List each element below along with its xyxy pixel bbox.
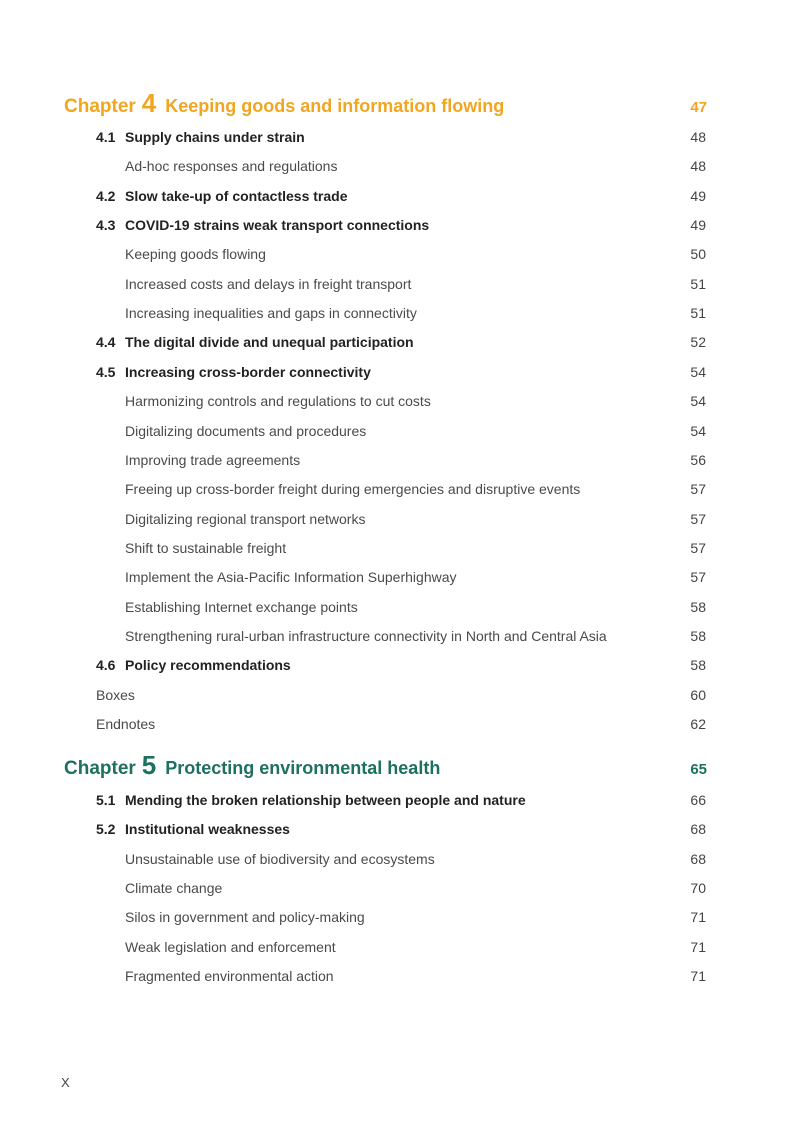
toc-entry-title: Improving trade agreements (125, 451, 301, 468)
toc-entry-number: 4.3 (96, 217, 116, 234)
toc-entry-label (125, 422, 366, 440)
toc-entry-title: Shift to sustainable freight (125, 539, 287, 556)
toc-entry-title: Slow take-up of contactless trade (125, 187, 348, 204)
toc-entry (96, 686, 706, 704)
toc-entry-page: 54 (690, 363, 706, 380)
chapter-5-number: 5 (141, 750, 157, 780)
toc-entry-label (125, 539, 286, 557)
toc-entry-title: COVID-19 strains weak transport connections (125, 217, 430, 234)
toc-entry-title: Mending the broken relationship between people and nature (125, 792, 526, 808)
toc-entry-label (125, 879, 222, 897)
toc-entry (125, 422, 706, 440)
toc-entry-title: Policy recommendations (125, 657, 291, 674)
toc-entry (96, 715, 706, 733)
toc-entry-page: 68 (690, 850, 706, 867)
toc-entry-title: Institutional weaknesses (125, 821, 290, 838)
toc-entry-page: 71 (690, 938, 706, 955)
toc-entry-page: 60 (690, 686, 706, 703)
chapter-4-word: Chapter (64, 96, 136, 117)
toc-entry-page: 57 (690, 481, 706, 498)
toc-entry-page: 70 (690, 880, 706, 897)
toc-entry-title: Establishing Internet exchange points (125, 598, 358, 615)
toc-entry-page: 48 (690, 129, 706, 145)
toc-entry-number: 4.5 (96, 363, 116, 380)
toc-entry-title: Endnotes (96, 716, 156, 732)
toc-entry-page: 71 (690, 968, 706, 985)
toc-entry-page: 58 (690, 657, 706, 674)
toc-entry-label (96, 363, 371, 381)
toc-entry-title: The digital divide and unequal participation (125, 334, 414, 351)
toc-entry (125, 598, 706, 616)
toc-entry (96, 791, 706, 809)
toc-entry-label (96, 820, 290, 838)
toc-entry-title: Increasing cross-border connectivity (125, 363, 371, 380)
toc-entry-label (96, 715, 155, 733)
toc-entry-page: 58 (690, 598, 706, 615)
toc-entry-title: Freeing up cross-border freight during emergencies and disruptive events (125, 481, 581, 498)
toc-entry-label (96, 656, 291, 674)
toc-entry-label (125, 245, 266, 263)
page-folio: X (61, 1075, 70, 1090)
toc-entry-label (125, 392, 431, 410)
toc-entry-label (125, 451, 300, 469)
toc-entry (125, 510, 706, 528)
toc-entry (125, 850, 706, 868)
toc-entry-label (96, 216, 429, 234)
toc-entry-label (125, 938, 336, 956)
toc-entry-number: 4.1 (96, 129, 116, 145)
toc-entry-label (96, 791, 526, 809)
toc-entry-label (96, 128, 305, 146)
toc-entry-label (125, 275, 411, 293)
toc-entry (125, 392, 706, 410)
chapter-4-page: 47 (690, 99, 707, 116)
toc-entry-page: 57 (690, 569, 706, 586)
toc-entry-title: Implement the Asia-Pacific Information Superhighway (125, 569, 457, 586)
toc-entry-page: 52 (690, 334, 706, 351)
toc-entry-label (96, 333, 414, 351)
toc-entry-page: 58 (690, 627, 706, 644)
toc-entry-title: Digitalizing documents and procedures (125, 422, 367, 439)
chapter-5-title: Protecting environmental health (165, 758, 441, 778)
toc-entry (125, 938, 706, 956)
toc-entry-page: 57 (690, 510, 706, 527)
toc-entry-page: 54 (690, 393, 706, 410)
toc-entry (125, 480, 706, 498)
toc-entry (125, 967, 706, 985)
toc-entry-title: Increased costs and delays in freight transport (125, 275, 412, 292)
toc-entry (125, 451, 706, 469)
toc-entry-label (125, 157, 337, 175)
toc-entry-number: 4.6 (96, 657, 116, 674)
toc-entry (96, 187, 706, 205)
chapter-5-word: Chapter (64, 758, 136, 779)
toc-entry-title: Supply chains under strain (125, 129, 305, 145)
chapter-4-title: Keeping goods and information flowing (165, 96, 505, 116)
toc-entry-page: 68 (690, 821, 706, 838)
toc-entry-label (125, 598, 358, 616)
toc-entry (125, 539, 706, 557)
toc-entry-number: 5.1 (96, 792, 116, 808)
toc-entry-label (125, 568, 457, 586)
toc-entry-title: Boxes (96, 686, 135, 703)
chapter-4-heading (64, 88, 707, 119)
toc-entry-title: Climate change (125, 880, 223, 897)
toc-entry-page: 49 (690, 217, 706, 234)
toc-entry (96, 656, 706, 674)
toc-entry-label (125, 510, 365, 528)
toc-entry-number: 4.4 (96, 334, 116, 351)
toc-entry-page: 51 (690, 275, 706, 292)
toc-entry-title: Digitalizing regional transport networks (125, 510, 366, 527)
toc-entry-page: 50 (690, 246, 706, 263)
toc-entry-number: 4.2 (96, 187, 116, 204)
toc-entry-title: Weak legislation and enforcement (125, 938, 336, 955)
chapter-5-page: 65 (690, 761, 707, 778)
toc-entry-label (125, 304, 417, 322)
toc-entry (125, 157, 706, 175)
toc-entry (125, 245, 706, 263)
toc-entry-page: 56 (690, 451, 706, 468)
toc-entry (125, 879, 706, 897)
toc-entry (125, 304, 706, 322)
toc-entry-label (125, 627, 607, 645)
toc-entry-page: 71 (690, 909, 706, 926)
toc-entry-label (125, 967, 334, 985)
toc-entry (125, 275, 706, 293)
toc-entry-title: Fragmented environmental action (125, 968, 334, 985)
chapter-4-number: 4 (141, 88, 157, 118)
toc-entry-title: Strengthening rural-urban infrastructure connectivity in North and Central Asia (125, 627, 607, 644)
toc-entry-page: 51 (690, 305, 706, 322)
toc-entry (125, 568, 706, 586)
toc-entry-page: 49 (690, 187, 706, 204)
toc-entry (125, 627, 706, 645)
toc-entry (125, 908, 706, 926)
toc-entry-title: Increasing inequalities and gaps in connectivity (125, 305, 417, 322)
toc-entry-title: Unsustainable use of biodiversity and ecosystems (125, 850, 435, 867)
chapter-5-heading (64, 750, 707, 781)
toc-entry-label (96, 686, 135, 704)
toc-entry (96, 820, 706, 838)
toc-entry-title: Ad-hoc responses and regulations (125, 158, 338, 175)
toc-entry (96, 216, 706, 234)
toc-entry-label (96, 187, 348, 205)
toc-entry-page: 66 (690, 792, 706, 808)
toc-entry-label (125, 850, 435, 868)
toc-entry (96, 363, 706, 381)
toc-entry-page: 57 (690, 539, 706, 556)
toc-entry (96, 333, 706, 351)
toc-entry-title: Silos in government and policy-making (125, 909, 365, 926)
toc-entry-title: Harmonizing controls and regulations to cut costs (125, 393, 431, 410)
toc-entry-number: 5.2 (96, 821, 116, 838)
toc-entry-page: 54 (690, 422, 706, 439)
toc-entry-label (125, 908, 365, 926)
toc-entry (96, 128, 706, 146)
toc-entry-label (125, 480, 580, 498)
toc-entry-page: 62 (690, 716, 706, 732)
toc-entry-title: Keeping goods flowing (125, 246, 266, 263)
toc-entry-page: 48 (690, 158, 706, 175)
